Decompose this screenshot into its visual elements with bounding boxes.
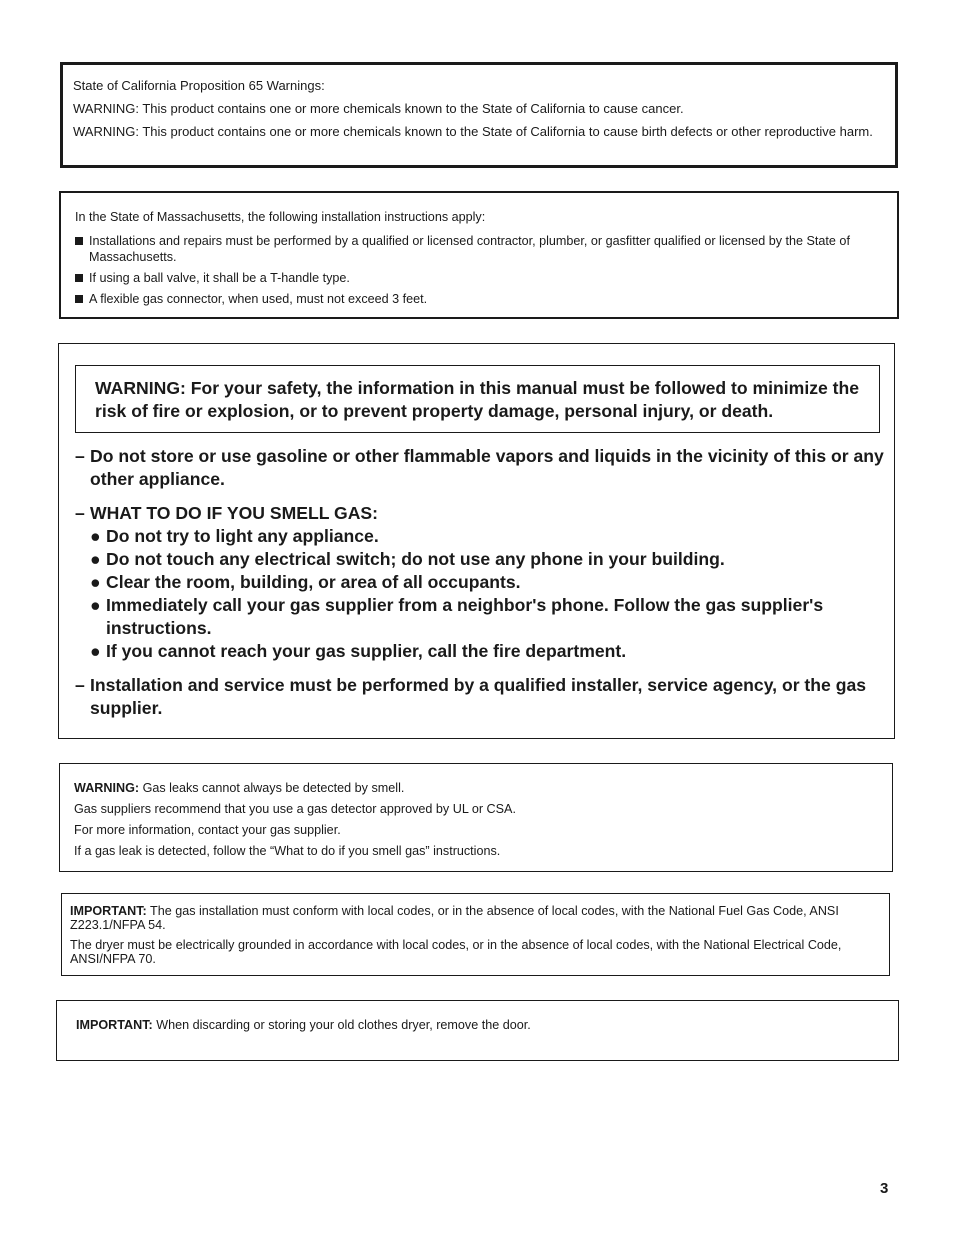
- codes-gas-text: The gas installation must conform with local codes, or in the absence of local codes, with the National Fuel Gas Code, ANSI Z223.1/NFPA 54.: [70, 904, 839, 932]
- list-item-text: Installations and repairs must be performed by a qualified or licensed contractor, plumber, or gasfitter qualified or licensed by the State of Massachusetts.: [89, 234, 850, 264]
- round-bullet-icon: ●: [90, 572, 101, 592]
- smell-gas-steps: [75, 525, 885, 663]
- safety-item-installation: [75, 674, 885, 720]
- gas-leak-line: If a gas leak is detected, follow the “What to do if you smell gas” instructions.: [74, 844, 501, 858]
- list-item: [90, 548, 885, 571]
- safety-item-text: Do not store or use gasoline or other flammable vapors and liquids in the vicinity of this or any other appliance.: [90, 446, 884, 489]
- safety-item-text: Installation and service must be performed by a qualified installer, service agency, or the gas supplier.: [90, 675, 867, 718]
- prop65-heading: State of California Proposition 65 Warnings:: [73, 78, 325, 93]
- list-item: [90, 571, 885, 594]
- warning-label: WARNING:: [74, 781, 140, 795]
- round-bullet-icon: ●: [90, 526, 101, 546]
- gas-leak-line: [74, 780, 878, 796]
- discard-text: When discarding or storing your old clothes dryer, remove the door.: [156, 1018, 531, 1032]
- list-item-text: Immediately call your gas supplier from a neighbor's phone. Follow the gas supplier's instructions.: [106, 595, 824, 638]
- list-item: [75, 291, 883, 307]
- important-discard-box: [56, 1000, 899, 1061]
- list-item-text: If you cannot reach your gas supplier, call the fire department.: [106, 641, 627, 661]
- round-bullet-icon: ●: [90, 549, 101, 569]
- safety-warning-header-text: WARNING: For your safety, the information in this manual must be followed to minimize the risk of fire or explosion, or to prevent property damage, personal injury, or death.: [95, 378, 860, 421]
- massachusetts-list: [75, 233, 883, 307]
- gas-leak-warning-box: [59, 763, 893, 872]
- codes-electrical-line: The dryer must be electrically grounded in accordance with local codes, or in the absence of local codes, with the National Electrical Code, ANSI/NFPA 70.: [70, 938, 842, 966]
- list-item-text: If using a ball valve, it shall be a T-handle type.: [89, 271, 350, 285]
- dash-glyph: –: [75, 503, 85, 523]
- dash-glyph: –: [75, 675, 85, 695]
- massachusetts-intro: In the State of Massachusetts, the following installation instructions apply:: [75, 210, 486, 224]
- square-bullet-icon: [75, 295, 83, 303]
- codes-gas-line: [70, 904, 881, 932]
- important-label: IMPORTANT:: [70, 904, 147, 918]
- gas-safety-warning-box: [58, 343, 895, 739]
- list-item-text: A flexible gas connector, when used, must not exceed 3 feet.: [89, 292, 428, 306]
- round-bullet-icon: ●: [90, 641, 101, 661]
- dash-glyph: –: [75, 446, 85, 466]
- square-bullet-icon: [75, 274, 83, 282]
- list-item: [90, 594, 885, 640]
- list-item-text: Do not try to light any appliance.: [106, 526, 379, 546]
- prop65-birth-defects-warning: WARNING: This product contains one or more chemicals known to the State of California to cause birth defects or other reproductive harm.: [73, 124, 873, 139]
- smell-gas-heading-text: WHAT TO DO IF YOU SMELL GAS:: [90, 503, 379, 523]
- list-item: [75, 270, 883, 286]
- round-bullet-icon: ●: [90, 595, 101, 615]
- safety-warning-header: [75, 365, 880, 433]
- gas-leak-line: Gas suppliers recommend that you use a gas detector approved by UL or CSA.: [74, 802, 516, 816]
- important-codes-box: [61, 893, 890, 976]
- gas-leak-line: For more information, contact your gas supplier.: [74, 823, 341, 837]
- safety-item-flammables: [75, 445, 885, 491]
- important-label: IMPORTANT:: [76, 1018, 153, 1032]
- prop65-warning-box: [60, 62, 898, 168]
- safety-warning-content: [75, 445, 885, 720]
- prop65-cancer-warning: WARNING: This product contains one or more chemicals known to the State of California to cause cancer.: [73, 101, 684, 116]
- square-bullet-icon: [75, 237, 83, 245]
- massachusetts-instructions-box: [59, 191, 899, 319]
- list-item: [90, 640, 885, 663]
- page-number: 3: [880, 1180, 889, 1197]
- smell-gas-heading: [75, 502, 885, 525]
- gas-leak-text: Gas leaks cannot always be detected by smell.: [142, 781, 405, 795]
- discard-line: [76, 1017, 879, 1033]
- list-item: [75, 233, 883, 265]
- list-item-text: Do not touch any electrical switch; do not use any phone in your building.: [106, 549, 725, 569]
- list-item-text: Clear the room, building, or area of all occupants.: [106, 572, 521, 592]
- list-item: [90, 525, 885, 548]
